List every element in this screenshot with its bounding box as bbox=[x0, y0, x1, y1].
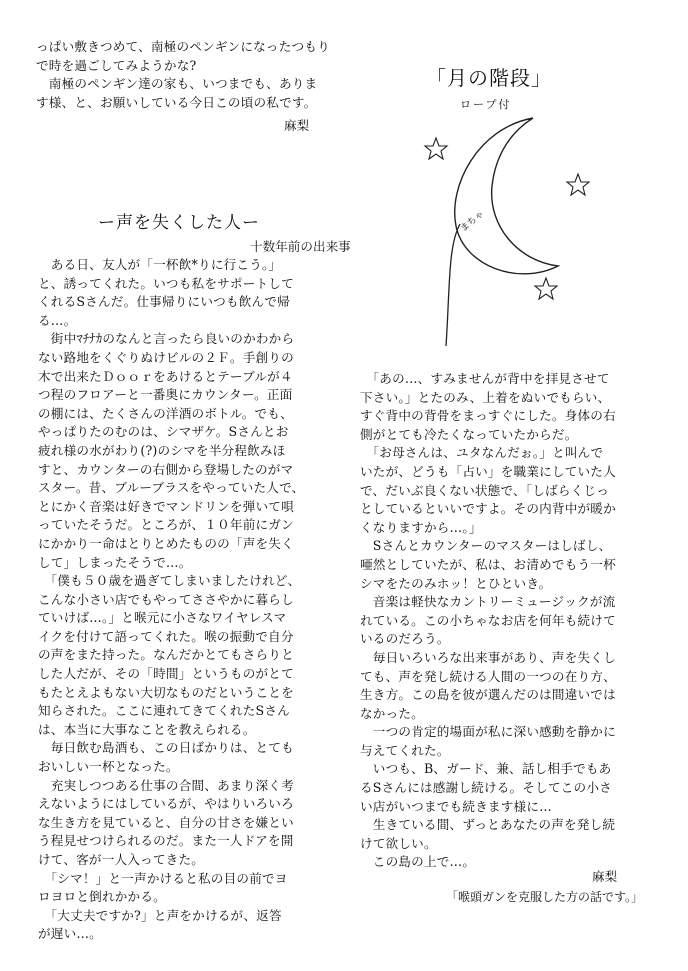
star-icon bbox=[425, 138, 447, 159]
text-line: おいしい一杯となった。 bbox=[38, 759, 179, 775]
text-line: けて、客が一人入ってきた。 bbox=[38, 852, 205, 867]
text-line: いるのだろう。 bbox=[360, 631, 450, 647]
illustration-subtitle: ロープ付 bbox=[460, 98, 512, 111]
text-line: とにかく音楽は好きでマンドリンを弾いて唄 bbox=[38, 498, 294, 514]
text-line: 音楽は軽快なカントリーミュージックが流 bbox=[360, 594, 616, 610]
text-line: ない路地をくぐりぬけビルの２Ｆ。手創りの bbox=[38, 349, 294, 365]
text-line: スター。昔、ブルーブラスをやっていた人で、 bbox=[38, 480, 305, 496]
text-line: 毎日飲む島酒も、この日ばかりは、とても bbox=[38, 740, 294, 756]
text-line: Sさんとカウンターのマスターはしばし、 bbox=[360, 538, 612, 554]
text-line: が遅い…。 bbox=[38, 926, 102, 942]
text-line: 知らされた。ここに連れてきてくれたSさん bbox=[38, 703, 290, 719]
moon-label: まちゃ bbox=[458, 209, 487, 235]
text-line: の声をまた持った。なんだかとてもさらりと bbox=[38, 647, 294, 663]
top-signature: 麻梨 bbox=[284, 118, 310, 133]
text-line: 一つの肯定的場面が私に深い感動を静かに bbox=[360, 724, 616, 740]
article-subtitle: 十数年前の出来事 bbox=[250, 239, 351, 254]
text-line: 「大丈夫ですか?」と声をかけるが、返答 bbox=[38, 907, 282, 923]
text-line: う程見せつけられるのだ。また一人ドアを開 bbox=[38, 833, 294, 849]
text-line: れている。この小ちゃなお店を何年も続けて bbox=[360, 612, 616, 628]
text-line: 「シマ！」と一声かけると私の目の前でヨ bbox=[38, 870, 288, 886]
text-line: 疲れ様の水がわり(?)のシマを半分程飲みほ bbox=[38, 442, 286, 458]
text-line: と、誘ってくれた。いつも私をサポートして bbox=[38, 275, 294, 291]
text-line: す様、と、お願いしている今日この頃の私です。 bbox=[36, 94, 317, 110]
text-line: この島の上で…。 bbox=[360, 854, 476, 870]
crescent-moon-icon bbox=[455, 118, 558, 274]
text-line: 唖然としていたが、私は、お清めでもう一杯 bbox=[360, 556, 616, 572]
text-line: 木で出来たＤｏｏｒをあけるとテーブルが４ bbox=[38, 368, 293, 384]
text-line: イクを付けて語ってくれた。喉の振動で自分 bbox=[38, 628, 294, 644]
text-line: で時を過ごしてみようかな? bbox=[36, 57, 197, 73]
article-right-column bbox=[360, 370, 616, 872]
illustration-title: 「月の階段」 bbox=[426, 66, 552, 90]
text-line: ロヨロと倒れかかる。 bbox=[38, 889, 166, 905]
text-line: るSさんには感謝し続ける。そしてこの小さ bbox=[360, 780, 612, 796]
text-line: としているといいですよ。その内背中が暖か bbox=[360, 501, 616, 517]
text-line: っぱい敷きつめて、南極のペンギンになったつもり bbox=[36, 39, 330, 54]
text-line: 街中ﾏﾁﾅｶのなんと言ったら良いのかわから bbox=[38, 331, 295, 347]
text-line: 与えてくれた。 bbox=[360, 742, 450, 758]
text-line: っていたそうだ。ところが、１０年前にガン bbox=[38, 517, 294, 533]
text-line: すと、カウンターの右側から登場したのがマ bbox=[38, 461, 294, 477]
text-line: の棚には、たくさんの洋酒のボトル。でも、 bbox=[38, 405, 293, 421]
text-line: ていけば…。」と喉元に小さなワイヤレスマ bbox=[38, 610, 287, 626]
text-line: こんな小さい店でもやってささやかに暮らし bbox=[38, 591, 294, 607]
text-line: い店がいつまでも続きます様に… bbox=[360, 798, 552, 814]
text-line: くれるSさんだ。仕事帰りにいつも飲んで帰 bbox=[38, 294, 290, 310]
text-line: は、本当に大事なことを教えられる。 bbox=[38, 721, 256, 737]
top-paragraph bbox=[36, 38, 330, 112]
text-line: 側がとても冷たくなっていたからだ。 bbox=[360, 426, 578, 442]
text-line: いたが、どうも「占い」を職業にしていた人 bbox=[360, 463, 616, 479]
star-icon bbox=[567, 174, 589, 195]
text-line: すぐ背中の背骨をまっすぐにした。身体の右 bbox=[360, 408, 616, 424]
text-line: 生き方。この島を彼が選んだのは間違いでは bbox=[360, 687, 616, 703]
text-line: 充実しつつある仕事の合間、あまり深く考 bbox=[38, 777, 294, 793]
star-icon bbox=[535, 278, 557, 299]
text-line: けて欲しい。 bbox=[360, 835, 437, 851]
text-line: なかった。 bbox=[360, 705, 424, 721]
text-line: 「お母さんは、ユタなんだぉ。」と叫んで bbox=[360, 445, 604, 461]
text-line: な生き方を見ていると、自分の甘さを嫌とい bbox=[38, 814, 294, 830]
text-line: 「あの…、すみませんが背中を拝見させて bbox=[360, 371, 610, 386]
text-line: いつも、B、ガード、兼、話し相手でもあ bbox=[360, 761, 612, 777]
text-line: 生きている間、ずっとあなたの声を発し続 bbox=[360, 817, 616, 833]
text-line: 毎日いろいろな出来事があり、声を失くし bbox=[360, 649, 616, 665]
text-line: した人だが、その「時間」というものがとて bbox=[38, 666, 294, 682]
moon-drawing bbox=[418, 56, 598, 356]
text-line: もたとえよもない大切なものだということを bbox=[38, 684, 294, 700]
text-line: ても、声を発し続ける人間の一つの在り方、 bbox=[360, 668, 616, 684]
text-line: にかかり一命はとりとめたものの「声を失く bbox=[38, 535, 294, 551]
text-line: シマをたのみホッ！とひといき。 bbox=[360, 575, 552, 591]
text-line: やっぱりたのむのは、シマザケ。Sさんとお bbox=[38, 424, 289, 440]
article-footnote: 「喉頭ガンを克服した方の話です。」 bbox=[446, 890, 644, 904]
text-line: えないようにはしているが、やはりいろいろ bbox=[38, 796, 294, 812]
article-signature: 麻梨 bbox=[592, 869, 618, 884]
text-line: 南極のペンギン達の家も、いつまでも、ありま bbox=[36, 76, 318, 92]
text-line: 下さい。」とたのみ、上着をぬいでもらい、 bbox=[360, 389, 611, 405]
text-line: ある日、友人が「一杯飲*りに行こう。」 bbox=[38, 257, 282, 272]
text-line: つ程のフロアーと一番奥にカウンター。正面 bbox=[38, 387, 293, 403]
moon-illustration bbox=[418, 56, 598, 356]
article-left-column bbox=[38, 256, 304, 944]
text-line: る…。 bbox=[38, 312, 77, 328]
text-line: して」しまったそうで…。 bbox=[38, 554, 192, 570]
rope-icon bbox=[446, 224, 460, 346]
text-line: で、だいぶ良くない状態で、「しばらくじっ bbox=[360, 482, 610, 498]
text-line: 「僕も５０歳を過ぎてしまいましたけれど、 bbox=[38, 573, 301, 589]
text-line: くなりますから…。」 bbox=[360, 519, 482, 535]
article-title: ー声を失くした人ー bbox=[98, 213, 260, 233]
